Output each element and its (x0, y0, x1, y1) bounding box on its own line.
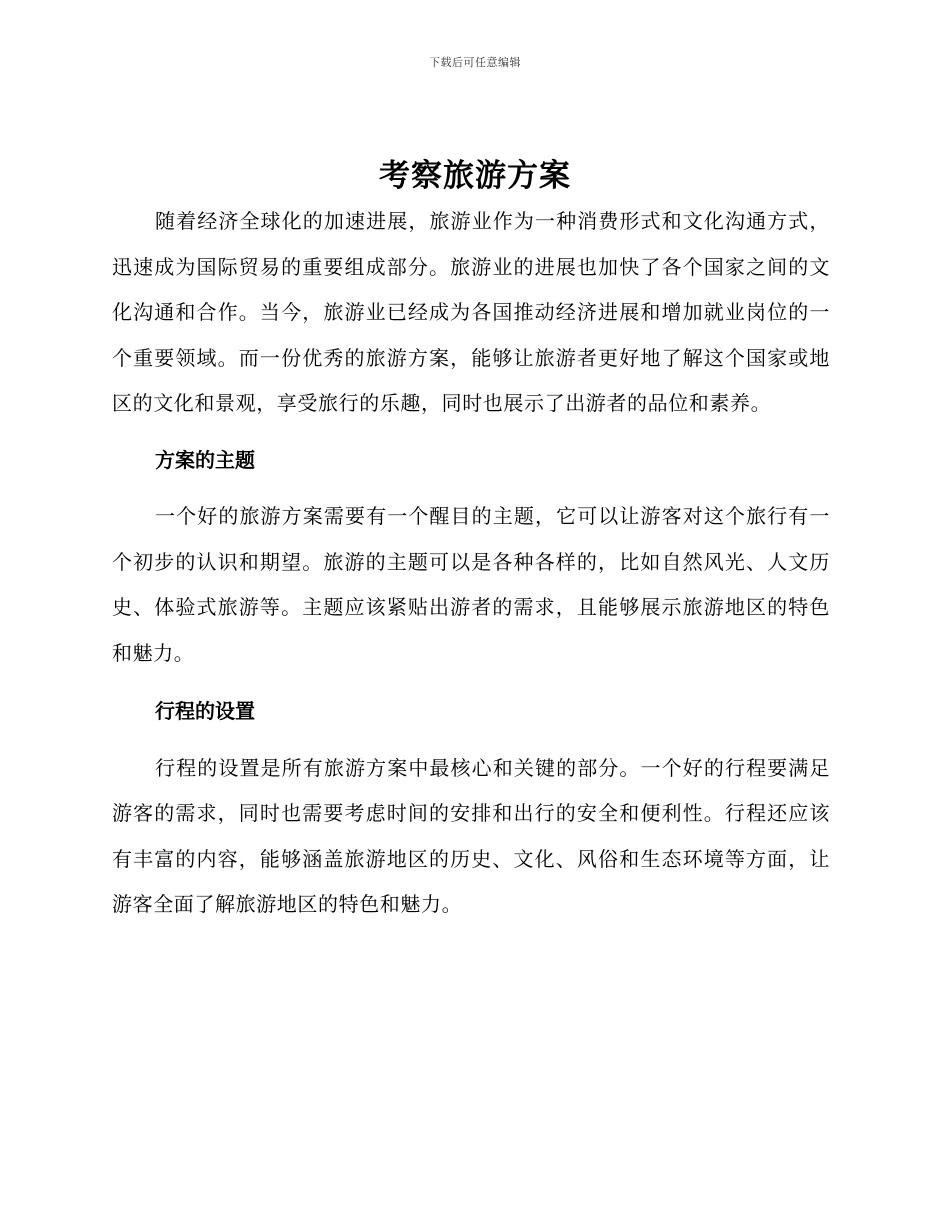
section-heading-theme: 方案的主题 (155, 447, 255, 472)
section-heading-itinerary: 行程的设置 (155, 699, 255, 723)
document-title: 考察旅游方案 (379, 158, 571, 194)
intro-paragraph: 随着经济全球化的加速进展，旅游业作为一种消费形式和文化沟通方式，迅速成为国际贸易的重要组成部分。旅游业的进展也加快了各个国家之间的文化沟通和合作。当今，旅游业已经成为各国推动经济进展和增加就业岗位的一个重要领域。而一份优秀的旅游方案，能够让旅游者更好地了解这个国家或地区的文化和景观，享受旅行的乐趣，同时也展示了出游者的品位和素养。 (112, 209, 830, 415)
header-note: 下载后可任意编辑 (429, 56, 521, 69)
section-paragraph-theme: 一个好的旅游方案需要有一个醒目的主题，它可以让游客对这个旅行有一个初步的认识和期望。旅游的主题可以是各种各样的，比如自然风光、人文历史、体验式旅游等。主题应该紧贴出游者的需求，且能够展示旅游地区的特色和魅力。 (112, 504, 830, 665)
section-paragraph-itinerary: 行程的设置是所有旅游方案中最核心和关键的部分。一个好的行程要满足游客的需求，同时也需要考虑时间的安排和出行的安全和便利性。行程还应该有丰富的内容，能够涵盖旅游地区的历史、文化、风俗和生态环境等方面，让游客全面了解旅游地区的特色和魅力。 (112, 755, 830, 916)
document-body (112, 199, 830, 928)
